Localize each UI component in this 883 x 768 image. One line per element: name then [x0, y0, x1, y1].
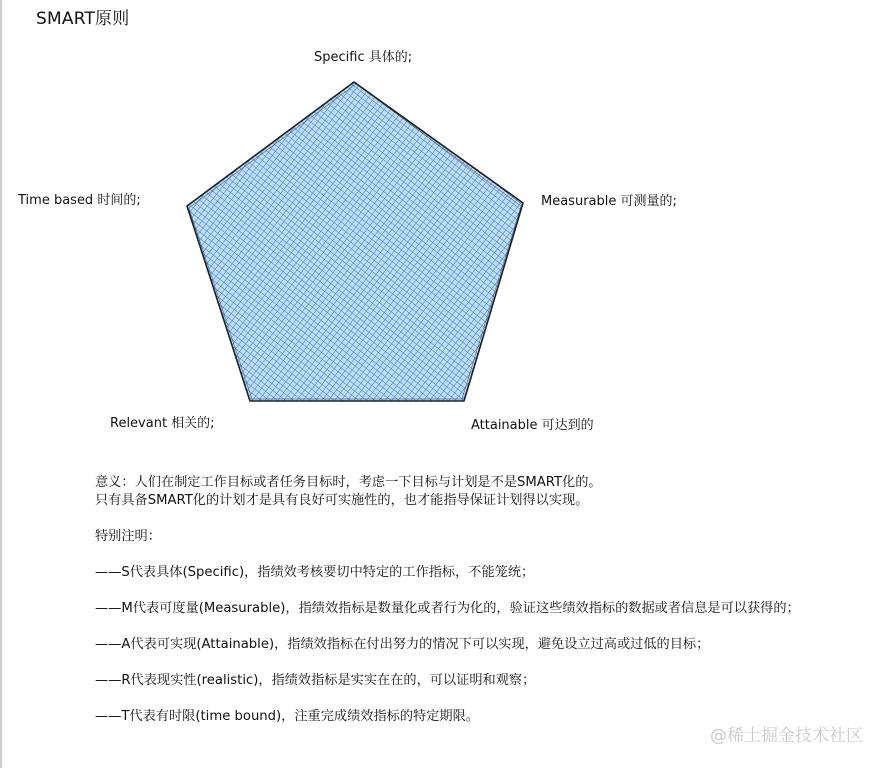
note-item-t: ——T代表有时限(time bound)，注重完成绩效指标的特定期限。: [95, 709, 479, 724]
explanation-text: [95, 474, 855, 726]
meaning-line-2: 只有具备SMART化的计划才是具有良好可实施性的，也才能指导保证计划得以实现。: [95, 493, 589, 508]
vertex-label-time-based: Time based 时间的;: [18, 193, 141, 208]
note-item-r: ——R代表现实性(realistic)，指绩效指标是实实在在的，可以证明和观察；: [95, 673, 536, 688]
pentagon-shape: [187, 82, 523, 401]
vertex-label-measurable: Measurable 可测量的;: [541, 194, 677, 209]
vertex-label-attainable: Attainable 可达到的: [471, 418, 594, 433]
note-item-s: ——S代表具体(Specific)，指绩效考核要切中特定的工作指标，不能笼统；: [95, 565, 535, 580]
watermark: @稀土掘金技术社区: [710, 726, 863, 746]
meaning-line-1: 意义：人们在制定工作目标或者任务目标时，考虑一下目标与计划是不是SMART化的。: [95, 475, 602, 490]
vertex-label-relevant: Relevant 相关的;: [110, 416, 215, 431]
page-title: SMART原则: [36, 9, 130, 29]
note-item-m: ——M代表可度量(Measurable)，指绩效指标是数量化或者行为化的，验证这些绩效指标的数据或者信息是可以获得的；: [95, 601, 800, 616]
vertex-label-specific: Specific 具体的;: [314, 50, 413, 65]
notes-heading: 特别注明：: [95, 529, 161, 544]
note-item-a: ——A代表可实现(Attainable)，指绩效指标在付出努力的情况下可以实现，避免设立过高或过低的目标；: [95, 637, 710, 652]
